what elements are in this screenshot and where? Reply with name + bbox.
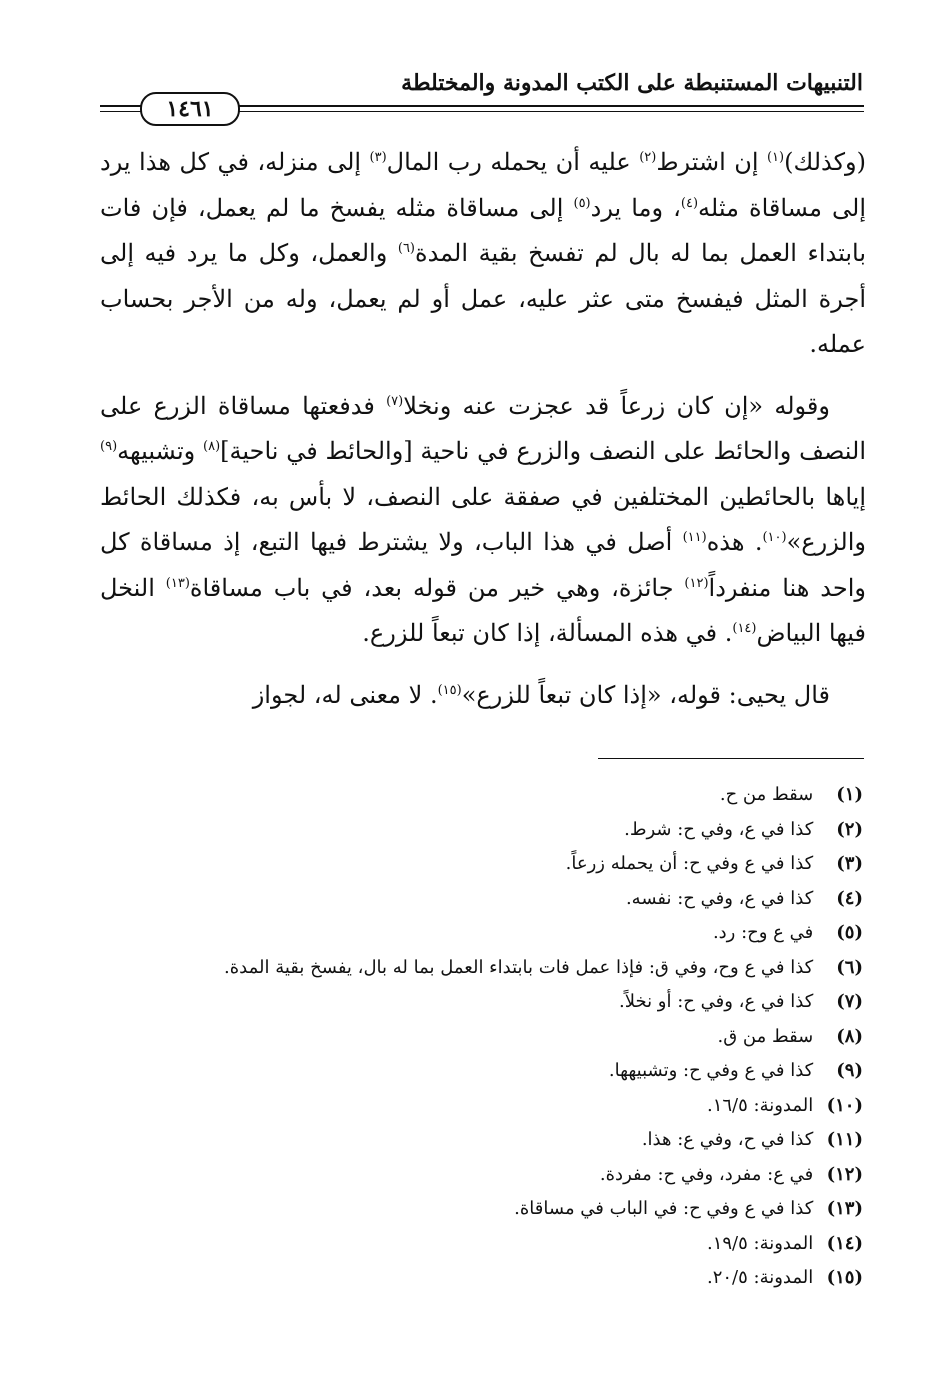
footnote-item [103,951,863,986]
text-run: . هذه [706,528,763,556]
footnote-item [103,1089,863,1124]
footnote-text: كذا في ح، وفي ع: هذا. [641,1129,814,1150]
footnote-text: في ع: مفرد، وفي ح: مفردة. [599,1163,814,1185]
footnote-reference: (١٣) [165,575,190,591]
footnote-reference: (١٤) [732,621,757,636]
paragraph [100,673,866,719]
text-run: إن اشترط [656,148,767,176]
footnote-item [103,1054,863,1089]
text-run: ، وما يرد [590,193,681,222]
footnote-item [103,1261,863,1296]
footnote-number: (١١) [826,1129,863,1150]
footnote-text: كذا في ع وفي ح: في الباب في مساقاة. [514,1198,814,1219]
footnote-reference: (١٢) [684,575,709,591]
footnote-number: (٧) [836,991,863,1012]
text-run: وقوله «إن كان زرعاً قد عجزت عنه ونخلا [403,391,830,420]
footnote-item [103,916,863,951]
footnote-item [103,985,863,1020]
footnote-item [103,847,863,882]
text-run: . لا معنى له، لجواز [252,680,438,709]
footnote-text: كذا في ع وفي ح: وتشبيهها. [608,1060,814,1081]
text-run: (وكذلك) [784,148,866,176]
footnote-number: (٣) [836,853,863,874]
footnote-item [103,1192,863,1227]
footnote-number: (١٤) [826,1232,863,1254]
footnote-number: (٤) [836,887,863,909]
footnote-item [103,1158,863,1193]
footnote-text: كذا في ع، وفي ح: أو نخلاً. [618,991,814,1012]
page-number: ١٤٦١ [140,92,240,126]
text-run: فدفعتها مساقاة الزرع على النصف والحائط على النصف والزرع في ناحية [والحائط في ناحية] [100,391,866,465]
footnote-item [103,778,863,813]
text-run: إلى منزله، في كل هذا يرد إلى مساقاة مثله [100,148,867,222]
footnote-reference: (٢) [639,150,657,165]
text-run: أصل في هذا الباب، ولا يشترط فيها التبع، إذ مساقاة كل واحد هنا منفرداً [100,528,866,602]
footnote-reference: (٦) [397,241,415,256]
footnote-reference: (١) [766,150,785,165]
footnote-reference: (١٠) [762,530,787,545]
footnote-text: سقط من ح. [719,784,814,805]
footnote-reference: (٣) [369,150,387,165]
footnote-reference: (٤) [680,195,699,211]
text-run: والعمل، وكل ما يرد فيه إلى أجرة المثل فيفسخ متى عثر عليه، عمل أو لم يعمل، وله من الأجر بحساب عمله. [100,239,866,358]
footnote-item [103,813,863,848]
footnote-text: المدونة: ١٩/٥. [706,1232,814,1254]
footnote-number: (٩) [836,1060,863,1081]
footnote-number: (٨) [836,1025,863,1047]
text-run: إياها بالحائطين المختلفين في صفقة على النصف، لا بأس به، فكذلك الحائط والزرع» [100,482,866,556]
footnotes [103,778,863,1296]
paragraph [100,140,866,368]
paragraph [100,384,866,657]
footnote-text: المدونة: ٢٠/٥. [706,1267,814,1288]
running-header-title: التنبيهات المستنبطة على الكتب المدونة والمختلطة [401,70,863,96]
footnote-reference: (١٥) [437,682,462,698]
footnote-reference: (٥) [573,195,591,211]
footnote-number: (١٥) [826,1267,863,1288]
footnote-number: (١٢) [826,1163,863,1185]
footnote-item [103,1227,863,1262]
footnote-item [103,1123,863,1158]
footnote-reference: (٧) [386,393,404,409]
footnote-text: كذا في ع، وفي ح: شرط. [624,818,814,840]
footnote-text: في ع وح: رد. [712,922,814,943]
footnote-number: (٥) [836,922,863,943]
footnote-number: (٦) [836,956,863,978]
text-run: عليه أن يحمله رب المال [386,148,640,176]
footnote-reference: (١١) [682,530,707,545]
footnote-reference: (٨) [203,439,221,454]
text-run: إلى مساقاة مثله يفسخ ما لم يعمل، فإن فات بابتداء العمل بما له بال لم تفسخ بقية المدة [100,193,867,267]
footnote-text: سقط من ق. [717,1025,814,1047]
footnote-item [103,1020,863,1055]
footnote-text: كذا في ع، وفي ح: نفسه. [625,887,814,909]
footnote-number: (١٣) [826,1198,863,1219]
text-run: وتشبيهه [117,437,203,465]
footnote-item [103,882,863,917]
text-run: قال يحيى: قوله، «إذا كان تبعاً للزرع» [461,680,830,709]
footnote-reference: (٩) [100,439,118,454]
footnote-number: (١) [836,784,863,805]
main-text [100,140,866,734]
footnote-number: (٢) [836,818,863,840]
text-run: جائزة، وهي خير من قوله بعد، في باب مساقاة [189,573,685,602]
footnote-text: كذا في ع وح، وفي ق: فإذا عمل فات بابتداء العمل بما له بال، يفسخ بقية المدة. [224,956,814,978]
text-run: النخل فيها البياض [100,573,866,647]
text-run: . في هذه المسألة، إذا كان تبعاً للزرع. [362,619,733,647]
footnote-text: المدونة: ١٦/٥. [706,1094,814,1116]
footnote-separator [598,758,864,759]
footnote-text: كذا في ع وفي ح: أن يحمله زرعاً. [565,853,814,874]
footnote-number: (١٠) [826,1094,863,1116]
